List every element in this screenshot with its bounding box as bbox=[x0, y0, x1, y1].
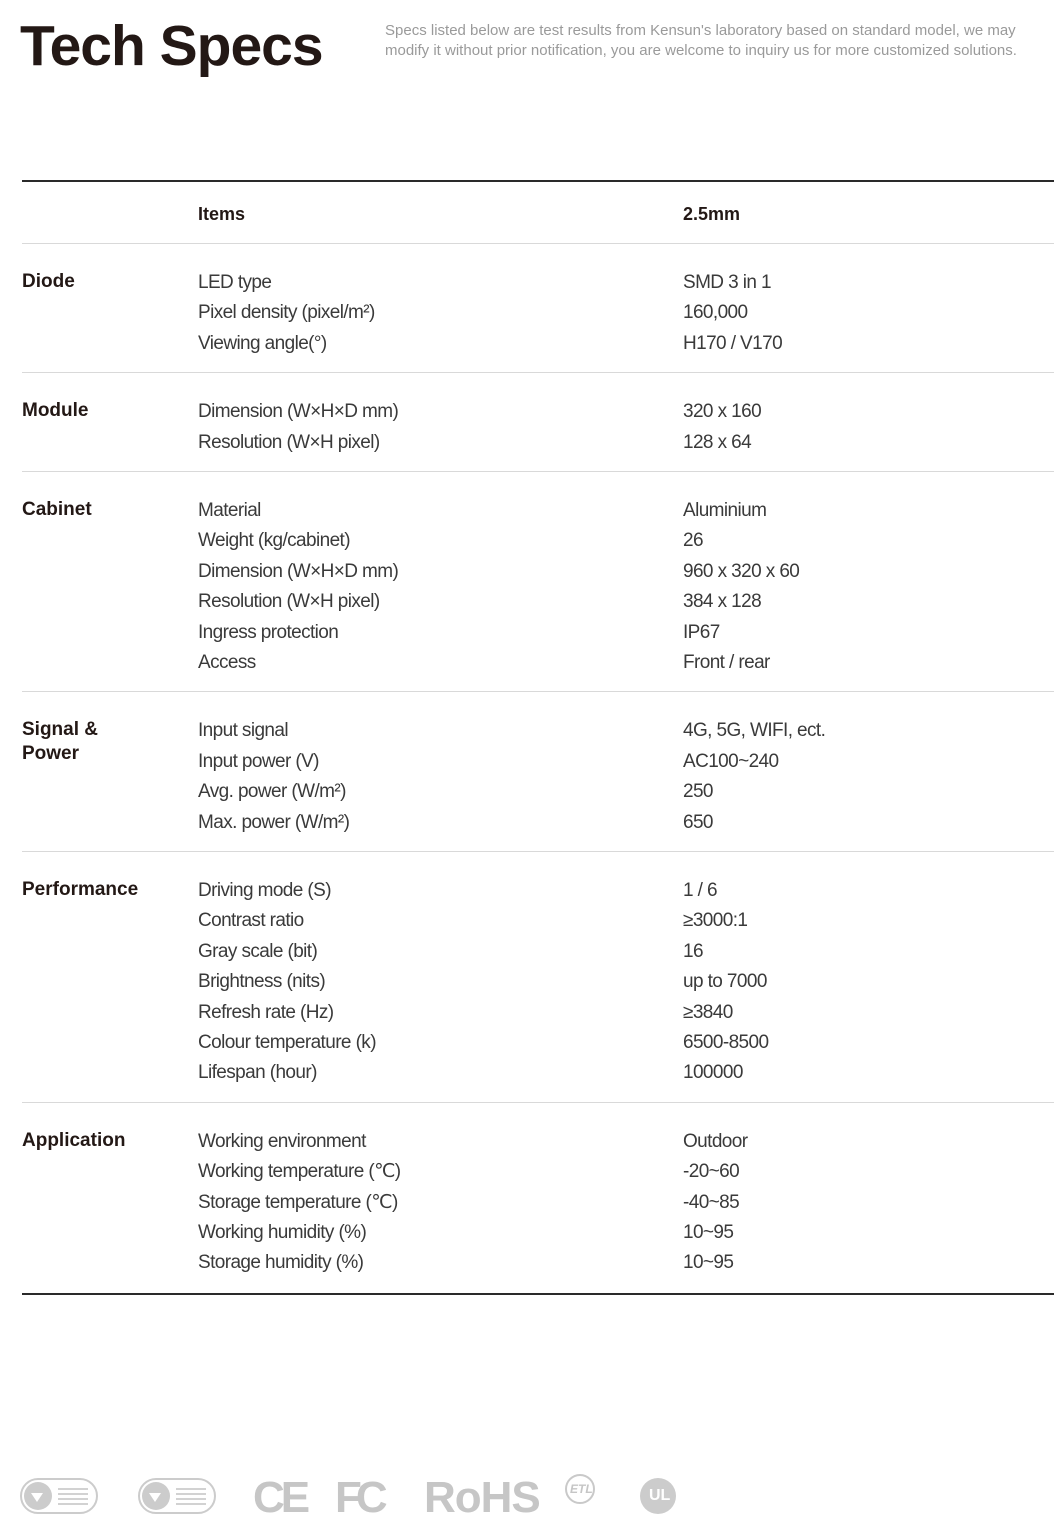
spec-item-value: Aluminium bbox=[683, 499, 767, 521]
etl-intertek-icon bbox=[565, 1474, 595, 1504]
group-label: Signal & Power bbox=[22, 719, 99, 765]
spec-group bbox=[22, 852, 1054, 1103]
table-row bbox=[22, 299, 1054, 329]
table-row bbox=[22, 1189, 1054, 1219]
page-title: Tech Specs bbox=[20, 14, 323, 78]
spec-item-value: 26 bbox=[683, 530, 703, 552]
spec-item-label: Brightness (nits) bbox=[198, 971, 326, 993]
spec-item-value: Outdoor bbox=[683, 1130, 748, 1152]
group-label: Diode bbox=[22, 271, 75, 292]
ce-mark-icon: CE bbox=[253, 1473, 307, 1522]
spec-item-label: Driving mode (S) bbox=[198, 879, 331, 901]
group-label: Performance bbox=[22, 878, 139, 900]
group-label: Module bbox=[22, 400, 89, 422]
spec-item-value: up to 7000 bbox=[683, 971, 767, 993]
spec-item-label: Contrast ratio bbox=[198, 910, 304, 932]
spec-item-label: Working environment bbox=[198, 1130, 366, 1152]
spec-item-value: SMD 3 in 1 bbox=[683, 272, 771, 293]
spec-item-label: Gray scale (bit) bbox=[198, 940, 318, 962]
spec-group bbox=[22, 373, 1054, 472]
table-row bbox=[22, 1128, 1054, 1158]
spec-item-value: 10~95 bbox=[683, 1252, 734, 1274]
spec-group bbox=[22, 244, 1054, 373]
spec-item-label: Storage humidity (%) bbox=[198, 1252, 364, 1274]
spec-item-value: H170 / V170 bbox=[683, 332, 783, 354]
group-label: Cabinet bbox=[22, 498, 92, 520]
spec-table bbox=[22, 180, 1054, 1295]
table-row bbox=[22, 1158, 1054, 1188]
spec-item-value: -40~85 bbox=[683, 1191, 740, 1213]
ul-mark-icon bbox=[640, 1478, 676, 1514]
spec-item-label: Resolution (W×H pixel) bbox=[198, 591, 380, 613]
table-row bbox=[22, 938, 1054, 968]
spec-item-value: 1 / 6 bbox=[683, 879, 717, 901]
spec-item-label: Lifespan (hour) bbox=[198, 1062, 317, 1084]
spec-item-value: 650 bbox=[683, 811, 713, 833]
spec-item-value: 6500-8500 bbox=[683, 1031, 769, 1053]
ul-label: UL bbox=[649, 1487, 671, 1504]
table-row bbox=[22, 1219, 1054, 1249]
spec-item-value: Front / rear bbox=[683, 651, 770, 673]
spec-item-value: 16 bbox=[683, 940, 703, 962]
table-row bbox=[22, 809, 1054, 839]
spec-item-value: 960 x 320 x 60 bbox=[683, 560, 800, 582]
table-row bbox=[22, 877, 1054, 907]
table-row bbox=[22, 1029, 1054, 1059]
spec-group bbox=[22, 472, 1054, 692]
spec-item-label: Input power (V) bbox=[198, 750, 319, 772]
spec-item-label: Resolution (W×H pixel) bbox=[198, 431, 380, 453]
table-row bbox=[22, 907, 1054, 937]
fcc-mark-icon: FC bbox=[335, 1473, 382, 1522]
table-row bbox=[22, 588, 1054, 618]
table-row bbox=[22, 717, 1054, 747]
spec-item-label: Access bbox=[198, 651, 256, 673]
certification-bar bbox=[20, 1470, 720, 1520]
spec-group bbox=[22, 692, 1054, 852]
table-row bbox=[22, 398, 1054, 428]
table-header-row bbox=[22, 182, 1054, 244]
group-label: Application bbox=[22, 1129, 126, 1151]
table-row bbox=[22, 968, 1054, 998]
column-header-value: 2.5mm bbox=[683, 204, 741, 224]
spec-item-value: 10~95 bbox=[683, 1221, 734, 1243]
spec-item-label: Ingress protection bbox=[198, 621, 339, 643]
bsi-iso14001-icon bbox=[20, 1478, 98, 1514]
spec-item-label: Dimension (W×H×D mm) bbox=[198, 560, 399, 582]
table-row bbox=[22, 269, 1054, 299]
spec-item-value: 384 x 128 bbox=[683, 591, 762, 613]
spec-item-value: -20~60 bbox=[683, 1161, 740, 1183]
spec-item-value: ≥3840 bbox=[683, 1001, 733, 1023]
spec-item-value: AC100~240 bbox=[683, 750, 779, 772]
spec-item-label: Max. power (W/m²) bbox=[198, 811, 350, 833]
spec-item-value: 128 x 64 bbox=[683, 431, 752, 453]
table-row bbox=[22, 778, 1054, 808]
spec-item-label: Input signal bbox=[198, 720, 288, 742]
rohs-mark-icon: RoHS bbox=[424, 1473, 540, 1522]
spec-item-value: IP67 bbox=[683, 621, 720, 643]
spec-groups bbox=[22, 244, 1054, 1293]
table-row bbox=[22, 748, 1054, 778]
table-row bbox=[22, 619, 1054, 649]
table-row bbox=[22, 1059, 1054, 1089]
table-row bbox=[22, 1249, 1054, 1279]
spec-item-label: Dimension (W×H×D mm) bbox=[198, 401, 399, 423]
spec-item-value: 160,000 bbox=[683, 302, 748, 324]
spec-item-label: Refresh rate (Hz) bbox=[198, 1001, 334, 1023]
spec-item-value: 4G, 5G, WIFI, ect. bbox=[683, 720, 826, 742]
spec-item-label: Working temperature (℃) bbox=[198, 1161, 401, 1183]
spec-item-value: 100000 bbox=[683, 1062, 743, 1084]
spec-item-label: Viewing angle(°) bbox=[198, 332, 327, 354]
spec-item-label: LED type bbox=[198, 272, 272, 293]
table-row bbox=[22, 999, 1054, 1029]
table-row bbox=[22, 497, 1054, 527]
spec-item-value: ≥3000:1 bbox=[683, 910, 748, 932]
table-row bbox=[22, 527, 1054, 557]
spec-item-label: Weight (kg/cabinet) bbox=[198, 530, 350, 552]
spec-group bbox=[22, 1103, 1054, 1293]
table-row bbox=[22, 330, 1054, 360]
spec-item-label: Avg. power (W/m²) bbox=[198, 781, 346, 803]
spec-item-value: 250 bbox=[683, 781, 713, 803]
spec-item-value: 320 x 160 bbox=[683, 401, 762, 423]
spec-item-label: Material bbox=[198, 499, 261, 521]
table-row bbox=[22, 429, 1054, 459]
spec-item-label: Storage temperature (℃) bbox=[198, 1191, 398, 1213]
etl-label: ETL bbox=[570, 1482, 593, 1496]
disclaimer-note: Specs listed below are test results from Kensun's laboratory based on standard model, we may modify it without prior notification, you are welcome to inquiry us for more customized solutions. bbox=[385, 22, 1017, 59]
spec-item-label: Working humidity (%) bbox=[198, 1221, 367, 1243]
column-header-items: Items bbox=[198, 204, 246, 224]
spec-item-label: Colour temperature (k) bbox=[198, 1031, 376, 1053]
table-row bbox=[22, 649, 1054, 679]
table-row bbox=[22, 558, 1054, 588]
spec-item-label: Pixel density (pixel/m²) bbox=[198, 302, 375, 324]
bsi-iso9001-icon bbox=[138, 1478, 216, 1514]
